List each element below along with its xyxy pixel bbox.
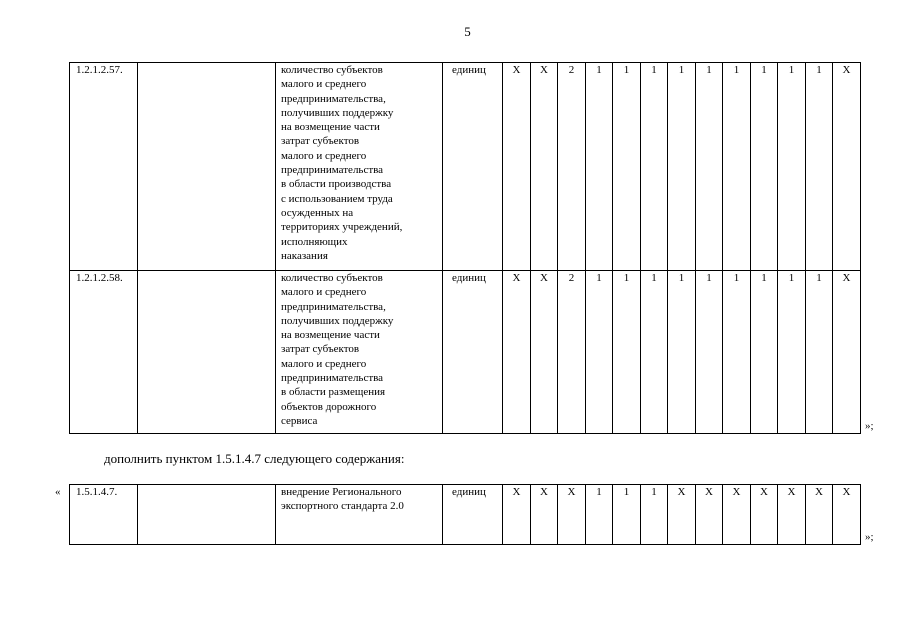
row-unit: единиц: [443, 63, 503, 271]
value-cell: 1: [751, 271, 778, 434]
value-cell: 1: [586, 485, 613, 545]
value-cell: 1: [751, 63, 778, 271]
row-description: количество субъектов малого и среднего предпринимательства, получивших поддержку на возмещение части затрат субъектов малого и среднего предпринимательства в области производства с использованием труда осужденных на территориях учреждений, исполняющих наказания: [276, 63, 443, 271]
value-cell: X: [833, 271, 861, 434]
table-row: [70, 485, 861, 545]
value-cell: 1: [613, 485, 641, 545]
value-cell: X: [668, 485, 696, 545]
row-description: количество субъектов малого и среднего предпринимательства, получивших поддержку на возмещение части затрат субъектов малого и среднего предпринимательства в области размещения объектов дорожного сервиса: [276, 271, 443, 434]
table-row: [70, 63, 861, 271]
closing-quote-1: »;: [865, 420, 874, 432]
value-cell: X: [833, 63, 861, 271]
value-cell: X: [778, 485, 806, 545]
value-cell: X: [696, 485, 723, 545]
row-code: 1.2.1.2.58.: [70, 271, 138, 434]
row-name: [138, 63, 276, 271]
opening-quote: «: [55, 486, 61, 498]
value-cell: X: [503, 63, 531, 271]
value-cell: 1: [668, 63, 696, 271]
value-cell: 1: [586, 63, 613, 271]
value-cell: X: [806, 485, 833, 545]
value-cell: 1: [668, 271, 696, 434]
row-description: внедрение Регионального экспортного стандарта 2.0: [276, 485, 443, 545]
value-cell: X: [531, 63, 558, 271]
table-row: [70, 271, 861, 434]
value-cell: X: [751, 485, 778, 545]
value-cell: 1: [641, 271, 668, 434]
value-cell: 1: [641, 485, 668, 545]
value-cell: 1: [613, 63, 641, 271]
value-cell: 2: [558, 63, 586, 271]
value-cell: 1: [723, 63, 751, 271]
value-cell: 1: [641, 63, 668, 271]
value-cell: X: [558, 485, 586, 545]
value-cell: 1: [696, 271, 723, 434]
value-cell: 1: [806, 63, 833, 271]
value-cell: 1: [778, 63, 806, 271]
value-cell: 1: [778, 271, 806, 434]
row-unit: единиц: [443, 485, 503, 545]
value-cell: 1: [586, 271, 613, 434]
value-cell: 1: [613, 271, 641, 434]
value-cell: X: [833, 485, 861, 545]
value-cell: 1: [723, 271, 751, 434]
value-cell: X: [503, 271, 531, 434]
indicator-table-1: [69, 62, 861, 434]
value-cell: 2: [558, 271, 586, 434]
value-cell: 1: [806, 271, 833, 434]
indicator-table-2: [69, 484, 861, 545]
value-cell: X: [531, 485, 558, 545]
amendment-paragraph: дополнить пунктом 1.5.1.4.7 следующего содержания:: [104, 451, 405, 466]
value-cell: X: [503, 485, 531, 545]
page-number: 5: [464, 24, 471, 39]
row-unit: единиц: [443, 271, 503, 434]
row-code: 1.5.1.4.7.: [70, 485, 138, 545]
closing-quote-2: »;: [865, 531, 874, 543]
value-cell: 1: [696, 63, 723, 271]
row-name: [138, 271, 276, 434]
value-cell: X: [531, 271, 558, 434]
row-name: [138, 485, 276, 545]
row-code: 1.2.1.2.57.: [70, 63, 138, 271]
value-cell: X: [723, 485, 751, 545]
